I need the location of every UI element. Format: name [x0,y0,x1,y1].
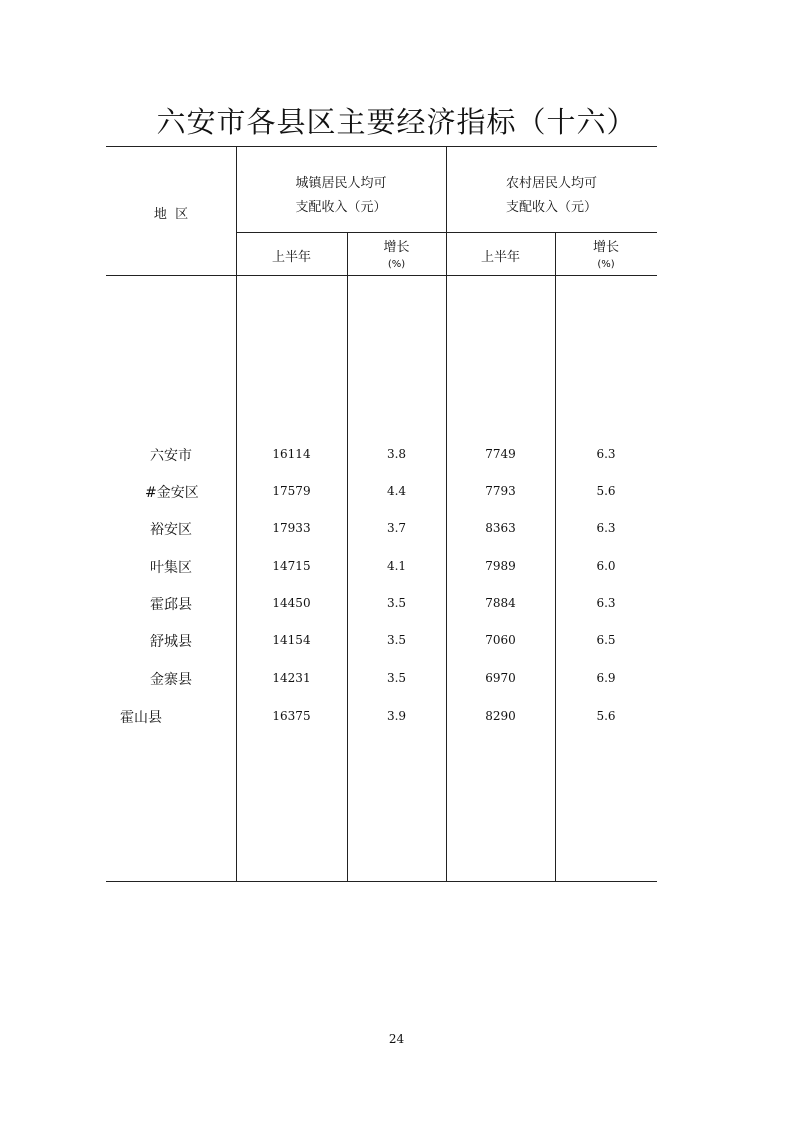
rural-growth-header: 增长 [592,240,619,255]
rural-half-year-header: 上半年 [480,250,520,265]
region-cell: 裕安区 [150,522,192,538]
header-bottom-rule [106,275,657,276]
urban-growth-cell: 3.7 [386,521,407,535]
column-divider [555,232,556,882]
urban-income-header-line1: 城镇居民人均可 [295,176,387,191]
rural-income-cell: 7060 [485,633,516,647]
rural-growth-unit: (%) [597,259,615,270]
urban-income-cell: 17579 [272,484,311,498]
region-cell: 舒城县 [150,634,192,650]
rural-income-cell: 6970 [485,671,516,685]
urban-growth-unit: (%) [387,259,406,270]
rural-growth-cell: 6.3 [596,596,616,610]
rural-income-header-line1: 农村居民人均可 [505,176,597,191]
rural-income-cell: 8290 [485,709,516,723]
urban-income-cell: 14154 [272,633,311,647]
urban-growth-cell: 3.5 [386,671,407,685]
urban-income-cell: 16114 [272,447,311,461]
urban-growth-cell: 4.1 [386,559,407,573]
table-top-rule [106,146,657,147]
rural-growth-cell: 6.3 [596,521,616,535]
region-cell: 金寨县 [150,672,192,688]
urban-growth-cell: 3.5 [386,633,407,647]
urban-growth-header: 增长 [383,240,410,255]
region-cell: 六安市 [150,448,192,464]
rural-income-cell: 7749 [485,447,516,461]
region-cell: 叶集区 [150,560,192,576]
region-cell: #金安区 [145,485,199,501]
column-divider [347,232,348,882]
urban-income-cell: 17933 [272,521,311,535]
rural-income-cell: 7989 [485,559,516,573]
urban-growth-cell: 3.5 [386,596,407,610]
urban-growth-cell: 3.9 [386,709,407,723]
rural-growth-cell: 6.3 [596,447,616,461]
rural-growth-cell: 5.6 [596,484,616,498]
rural-growth-cell: 6.5 [596,633,616,647]
rural-growth-cell: 5.6 [596,709,616,723]
urban-income-cell: 16375 [272,709,311,723]
urban-income-cell: 14450 [272,596,311,610]
region-header: 地 区 [153,207,189,222]
urban-income-header-line2: 支配收入（元） [295,200,387,215]
urban-income-cell: 14231 [272,671,311,685]
urban-half-year-header: 上半年 [271,250,311,265]
table-bottom-rule [106,881,657,882]
rural-growth-cell: 6.9 [596,671,616,685]
page-number: 24 [388,1032,405,1046]
urban-growth-cell: 3.8 [386,447,407,461]
rural-income-cell: 8363 [485,521,516,535]
rural-growth-cell: 6.0 [596,559,616,573]
urban-income-cell: 14715 [272,559,311,573]
page-title: 六安市各县区主要经济指标（十六） [156,105,637,139]
rural-income-cell: 7793 [485,484,516,498]
region-cell: 霍山县 [120,710,162,726]
region-cell: 霍邱县 [150,597,192,613]
urban-growth-cell: 4.4 [386,484,407,498]
rural-income-cell: 7884 [485,596,516,610]
rural-income-header-line2: 支配收入（元） [505,200,597,215]
